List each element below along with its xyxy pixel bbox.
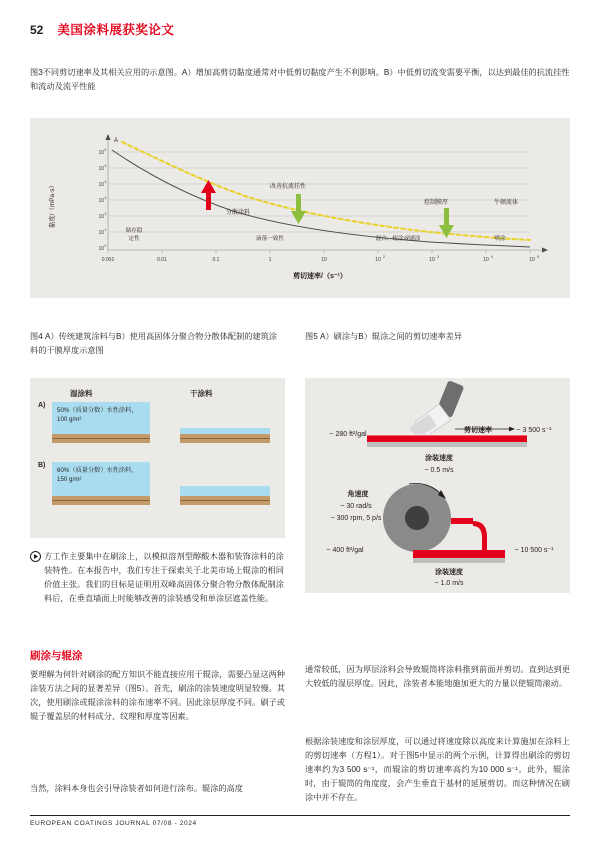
svg-text:定性: 定性 bbox=[128, 236, 140, 242]
figure5-panel bbox=[305, 378, 570, 593]
svg-text:10: 10 bbox=[375, 257, 381, 263]
svg-text:2: 2 bbox=[104, 212, 107, 216]
svg-text:滴落一致性: 滴落一致性 bbox=[256, 236, 284, 242]
svg-text:6: 6 bbox=[104, 148, 107, 152]
svg-text:10: 10 bbox=[529, 257, 535, 263]
body-paragraph-4: 通常较低，因为厚层涂料会导致辊筒将涂料推到前面并剪切。直到达到更大较低的湿层厚度。因此，涂装者本能地施加更大的力量以使辊筒滚动。 bbox=[305, 665, 570, 689]
figure4-col-wet: 湿涂料 bbox=[70, 389, 93, 398]
figure5-illustration bbox=[305, 378, 570, 593]
page-title: 美国涂料展获奖论文 bbox=[57, 23, 175, 37]
svg-text:牛顿流体: 牛顿流体 bbox=[494, 200, 519, 206]
svg-text:5: 5 bbox=[537, 255, 539, 259]
body-paragraph-3: 当然，涂料本身也会引导涂装者如何进行涂布。辊涂的高度 bbox=[30, 784, 243, 793]
roller-speed-value: ~ 1.0 m/s bbox=[434, 580, 464, 587]
svg-text:4: 4 bbox=[104, 180, 107, 184]
svg-text:10: 10 bbox=[429, 257, 435, 263]
svg-text:10: 10 bbox=[98, 182, 104, 188]
svg-text:0.01: 0.01 bbox=[157, 257, 167, 263]
roller-speed-label: 涂装速度 bbox=[435, 569, 463, 576]
body-paragraph-2: 要理解为何针对刷涂的配方知识不能直接应用于辊涂，需要凸显这两种涂装方法之间的显著差异（图5）。首先，刷涂的涂装速度明显较慢。其次，使用刷涂或辊涂涂料的涂布速率不同。因此涂层厚度不同。刷子或辊子覆盖层的材料成分、纹理和厚度等因素。 bbox=[30, 670, 285, 722]
bullet-marker-icon bbox=[30, 551, 41, 562]
footer-divider bbox=[30, 815, 570, 816]
figure4-col-dry: 干涂料 bbox=[190, 389, 213, 398]
svg-text:3: 3 bbox=[437, 255, 439, 259]
brush-shear-value: ~ 3 500 s⁻¹ bbox=[516, 427, 552, 434]
svg-text:10: 10 bbox=[98, 150, 104, 156]
figure4-substrate-b-line bbox=[52, 500, 150, 501]
svg-text:控制膜厚: 控制膜厚 bbox=[424, 200, 449, 206]
svg-text:0: 0 bbox=[104, 244, 107, 248]
figure4-row-b-text: 60%（质量分数）水性涂料，150 g/m² bbox=[57, 467, 138, 484]
brush-speed-value: ~ 0.5 m/s bbox=[424, 467, 454, 474]
page-number: 52 bbox=[30, 23, 44, 37]
svg-text:改善抗流挂性: 改善抗流挂性 bbox=[270, 184, 307, 190]
figure3-x-label: 剪切速率/（s⁻¹） bbox=[293, 273, 347, 280]
svg-text:10: 10 bbox=[98, 166, 104, 172]
svg-text:10: 10 bbox=[98, 246, 104, 252]
svg-text:0.1: 0.1 bbox=[212, 257, 220, 263]
figure4-substrate-a-line bbox=[52, 438, 150, 439]
figure4-row-b-label: B) bbox=[38, 462, 46, 469]
figure4-substrate-dry-a-line bbox=[180, 438, 270, 439]
svg-text:1: 1 bbox=[268, 257, 272, 263]
svg-text:混合、辊涂或刷涂: 混合、辊涂或刷涂 bbox=[375, 236, 421, 242]
figure4-caption: 图4 A）传统建筑涂料与B）使用高固体分聚合物分散体配制的建筑涂料的干膜厚度示意图 bbox=[30, 332, 278, 355]
roller-angular-value-1: ~ 30 rad/s bbox=[340, 503, 372, 510]
figure4-substrate-dry-b-line bbox=[180, 500, 270, 501]
figure3-caption: 图3不同剪切速率及其相关应用的示意图。A）增加高剪切黏度通常对中低剪切黏度产生不利影响。B）中低剪切流变需要平衡，以达到最佳的抗流挂性和流动及流平性能 bbox=[30, 68, 570, 91]
svg-text:10: 10 bbox=[98, 198, 104, 204]
roller-angular-label: 角速度 bbox=[347, 491, 369, 498]
svg-text:10: 10 bbox=[98, 230, 104, 236]
body-paragraph-1: 方工作主要集中在刷涂上，以模拟溶剂型醇酸木器和装饰涂料的涂装特性。在本报告中，我们专注于探索关于北美市场上辊涂的相同价值主张。我们的目标是证明用双峰高固体分聚合物分散体配制涂料后，在垂直墙面上时能够改善的涂装感受和单涂层遮盖性能。 bbox=[44, 552, 284, 604]
section-heading-brush-roller: 刷涂与辊涂 bbox=[30, 650, 83, 662]
figure4-dry-film-b bbox=[180, 486, 270, 496]
figure5-caption: 图5 A）刷涂与B）辊涂之间的剪切速率差异 bbox=[305, 332, 462, 341]
svg-text:分散涂料: 分散涂料 bbox=[226, 210, 251, 216]
figure4-row-a-text: 50%（质量分数）水性涂料，100 g/m² bbox=[57, 407, 138, 424]
figure4-row-a-label: A) bbox=[38, 402, 46, 409]
svg-text:5: 5 bbox=[104, 164, 107, 168]
svg-text:1: 1 bbox=[104, 228, 107, 232]
brush-coverage: ~ 280 ft²/gal bbox=[329, 431, 367, 438]
marker-a: A bbox=[114, 138, 119, 144]
roller-coverage: ~ 400 ft²/gal bbox=[326, 547, 364, 554]
svg-text:储存稳: 储存稳 bbox=[125, 228, 143, 234]
svg-text:3: 3 bbox=[104, 196, 107, 200]
body-paragraph-5: 根据涂装速度和涂层厚度，可以通过将速度除以高度来计算施加在涂料上的剪切速率（方程1）。对于图5中显示的两个示例，计算得出刷涂的剪切速率约为3 500 s⁻¹，而辊涂的剪切速率高约为10 000 s⁻¹。此外，辊涂时，由于辊筒的角度度，会产生垂直于基材的延展剪切。而这种情况在刷涂中并不存在。 bbox=[305, 737, 570, 803]
figure4-panel bbox=[30, 378, 285, 538]
brush-speed-label: 涂装速度 bbox=[425, 455, 453, 462]
svg-text:0.001: 0.001 bbox=[101, 257, 115, 263]
page-header bbox=[30, 20, 174, 38]
svg-text:喷涂: 喷涂 bbox=[494, 236, 506, 242]
figure3-y-label: 黏度/（mPa·s） bbox=[49, 182, 56, 228]
svg-text:2: 2 bbox=[383, 255, 385, 259]
svg-text:10: 10 bbox=[483, 257, 489, 263]
roller-shear-value: ~ 10 500 s⁻¹ bbox=[514, 547, 554, 554]
svg-text:10: 10 bbox=[321, 257, 327, 263]
svg-text:10: 10 bbox=[98, 214, 104, 220]
svg-text:4: 4 bbox=[491, 255, 493, 259]
figure3-chart bbox=[30, 118, 570, 298]
roller-angular-value-2: ~ 300 rpm, 5 p/s bbox=[330, 515, 382, 522]
brush-shear-label: 剪切速率 bbox=[464, 427, 492, 434]
figure3-panel bbox=[30, 118, 570, 298]
footer-text: EUROPEAN COATINGS JOURNAL 07/08 - 2024 bbox=[30, 820, 197, 827]
